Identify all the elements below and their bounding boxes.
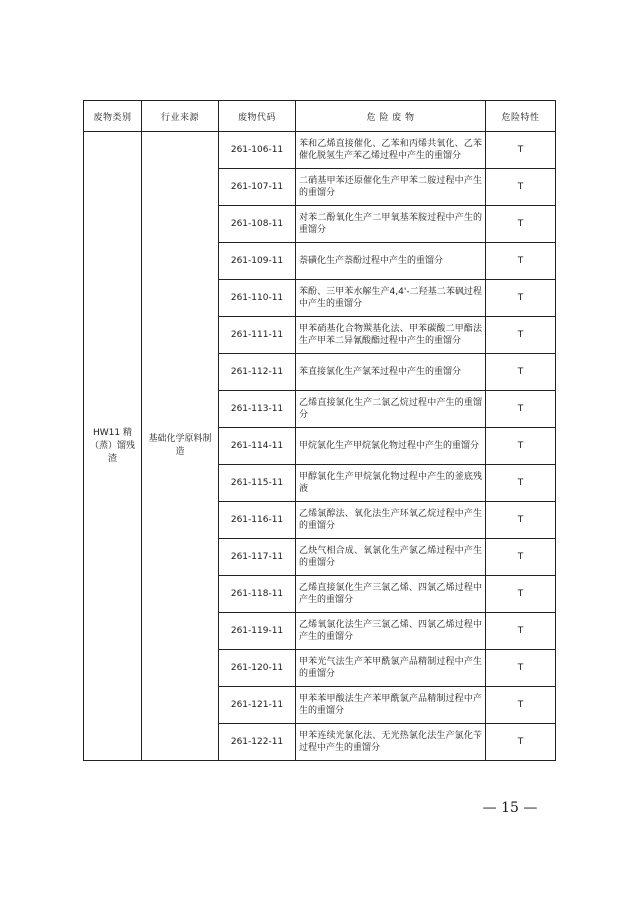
hazard-property-cell: T xyxy=(486,280,556,317)
waste-description-cell: 甲苯光气法生产苯甲酰氯产品精制过程中产生的重馏分 xyxy=(296,650,486,687)
waste-code-cell: 261-112-11 xyxy=(219,354,296,391)
header-code: 废物代码 xyxy=(219,101,296,132)
waste-code-cell: 261-109-11 xyxy=(219,243,296,280)
waste-description-cell: 甲苯连续光氯化法、无光热氯化法生产氯化苄过程中产生的重馏分 xyxy=(296,724,486,761)
waste-code-cell: 261-115-11 xyxy=(219,465,296,502)
waste-code-cell: 261-113-11 xyxy=(219,391,296,428)
hazard-property-cell: T xyxy=(486,613,556,650)
hazard-property-cell: T xyxy=(486,132,556,169)
waste-description-cell: 苯和乙烯直接催化、乙苯和丙烯共氧化、乙苯催化脱氢生产苯乙烯过程中产生的重馏分 xyxy=(296,132,486,169)
hazard-property-cell: T xyxy=(486,724,556,761)
waste-description-cell: 乙炔气相合成、氧氯化生产氯乙烯过程中产生的重馏分 xyxy=(296,539,486,576)
hazard-property-cell: T xyxy=(486,169,556,206)
header-waste: 危 险 废 物 xyxy=(296,101,486,132)
hazard-property-cell: T xyxy=(486,687,556,724)
hazard-property-cell: T xyxy=(486,650,556,687)
waste-description-cell: 乙烯氧氯化法生产三氯乙烯、四氯乙烯过程中产生的重馏分 xyxy=(296,613,486,650)
waste-description-cell: 萘磺化生产萘酚过程中产生的重馏分 xyxy=(296,243,486,280)
waste-code-cell: 261-119-11 xyxy=(219,613,296,650)
waste-description-cell: 乙烯直接氯化生产三氯乙烯、四氯乙烯过程中产生的重馏分 xyxy=(296,576,486,613)
waste-code-cell: 261-107-11 xyxy=(219,169,296,206)
hazard-property-cell: T xyxy=(486,317,556,354)
hazard-property-cell: T xyxy=(486,576,556,613)
waste-description-cell: 对苯二酚氧化生产二甲氧基苯胺过程中产生的重馏分 xyxy=(296,206,486,243)
waste-description-cell: 苯直接氯化生产氯苯过程中产生的重馏分 xyxy=(296,354,486,391)
table-row xyxy=(84,132,556,169)
waste-code-cell: 261-117-11 xyxy=(219,539,296,576)
hazardous-waste-table xyxy=(83,100,556,761)
waste-description-cell: 二硝基甲苯还原催化生产甲苯二胺过程中产生的重馏分 xyxy=(296,169,486,206)
hazard-property-cell: T xyxy=(486,465,556,502)
industry-source-cell: 基础化学原料制造 xyxy=(142,132,219,761)
page-number: — 15 — xyxy=(482,800,538,816)
hazard-property-cell: T xyxy=(486,206,556,243)
waste-description-cell: 苯酚、三甲苯水解生产4,4'-二羟基二苯砜过程中产生的重馏分 xyxy=(296,280,486,317)
waste-code-cell: 261-108-11 xyxy=(219,206,296,243)
hazard-property-cell: T xyxy=(486,539,556,576)
waste-code-cell: 261-121-11 xyxy=(219,687,296,724)
waste-description-cell: 甲烷氯化生产甲烷氯化物过程中产生的重馏分 xyxy=(296,428,486,465)
waste-category-cell: HW11 精（蒸）馏残渣 xyxy=(84,132,142,761)
table-header-row xyxy=(84,101,556,132)
waste-description-cell: 甲苯硝基化合物羰基化法、甲苯碳酸二甲酯法生产甲苯二异氰酸酯过程中产生的重馏分 xyxy=(296,317,486,354)
hazard-property-cell: T xyxy=(486,243,556,280)
header-category: 废物类别 xyxy=(84,101,142,132)
waste-code-cell: 261-114-11 xyxy=(219,428,296,465)
waste-code-cell: 261-111-11 xyxy=(219,317,296,354)
waste-description-cell: 甲醇氯化生产甲烷氯化物过程中产生的釜底残液 xyxy=(296,465,486,502)
waste-code-cell: 261-118-11 xyxy=(219,576,296,613)
waste-code-cell: 261-120-11 xyxy=(219,650,296,687)
hazard-property-cell: T xyxy=(486,391,556,428)
header-property: 危险特性 xyxy=(486,101,556,132)
waste-description-cell: 乙烯直接氯化生产二氯乙烷过程中产生的重馏分 xyxy=(296,391,486,428)
waste-description-cell: 乙烯氯醇法、氧化法生产环氧乙烷过程中产生的重馏分 xyxy=(296,502,486,539)
hazard-property-cell: T xyxy=(486,428,556,465)
waste-code-cell: 261-116-11 xyxy=(219,502,296,539)
header-industry: 行业来源 xyxy=(142,101,219,132)
waste-code-cell: 261-106-11 xyxy=(219,132,296,169)
hazard-property-cell: T xyxy=(486,502,556,539)
hazard-property-cell: T xyxy=(486,354,556,391)
waste-code-cell: 261-122-11 xyxy=(219,724,296,761)
waste-code-cell: 261-110-11 xyxy=(219,280,296,317)
waste-description-cell: 甲苯苯甲酸法生产苯甲酰氯产品精制过程中产生的重馏分 xyxy=(296,687,486,724)
